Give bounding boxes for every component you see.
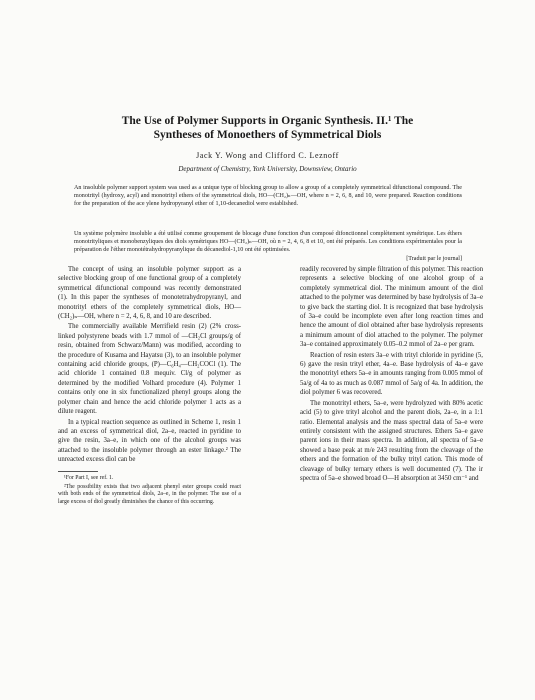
body-paragraph: The commercially available Merrifield resin (2) (2% cross-linked polystyrene beads with 1.7 mmol of —CH₂Cl groups/g of resin, obtained from Schwarz/Mann) was modified, according to the procedure of Kusama and Hayatsu (3), to an insoluble polymer containing acid chloride groups, (P)—C₆H₄—CH₂COCl (1). The acid chloride 1 contained 0.8 mequiv. Cl/g of polymer as determined by the modified Volhard procedure (4). Polymer 1 contains only one in six functionalized phenyl groups along the polymer chain and hence the acid chloride polymer 1 acts as a dilute reagent. <box>58 323 241 416</box>
affiliation-line: Department of Chemistry, York University, Downsview, Ontario <box>178 165 357 173</box>
author-line: Jack Y. Wong and Clifford C. Leznoff <box>196 151 339 160</box>
right-column <box>300 265 483 483</box>
footnote-divider <box>58 471 98 472</box>
body-paragraph: readily recovered by simple filtration of this polymer. This reaction represents a selective blocking of one alcohol group of a completely symmetrical diol. The minimum amount of the diol attached to the polymer was determined by base hydrolysis of 3a–e to give back the starting diol. It is recognized that base hydrolysis of 3a–e could be incomplete even after long reaction times and hence the amount of diol obtained after base hydrolysis represents a minimum amount of diol attached to the polymer. The polymer 3a–e contained approximately 0.05–0.2 mmol of 2a–e per gram. <box>300 266 483 349</box>
footnote: ¹For Part I, see ref. 1. <box>64 474 114 481</box>
translation-note: [Traduit par le journal] <box>406 255 462 262</box>
body-paragraph: In a typical reaction sequence as outlined in Scheme 1, resin 1 and an excess of symmetrical diol, 2a–e, reacted in pyridine to give the resin, 3a–e, in which one of the alcohol groups was attached to the insoluble polymer through an ester linkage.² The unreacted excess diol can be <box>58 418 241 464</box>
left-column <box>58 265 241 506</box>
footnote: ²The possibility exists that two adjacent phenyl ester groups could react with both ends of the symmetrical diols, 2a–e, in the polymer. The use of a large excess of diol greatly diminishes the chance of this occurring. <box>58 483 241 505</box>
article-title: The Use of Polymer Supports in Organic Synthesis. II.¹ The Syntheses of Monoethers of Symmetrical Diols <box>121 115 414 141</box>
body-paragraph: Reaction of resin esters 3a–e with trityl chloride in pyridine (5, 6) gave the resin trityl ether, 4a–e. Base hydrolysis of 4a–e gave the monotrityl ethers 5a–e in amounts ranging from 0.005 mmol of 5a/g of 4a to as much as 0.087 mmol of 5a/g of 4a. In addition, the diol polymer 6 was recovered. <box>300 351 483 397</box>
body-paragraph: The concept of using an insoluble polymer support as a selective blocking group of one functional group of a completely symmetrical difunctional compound was recently demonstrated (1). In this paper the syntheses of monotetrahydropyranyl, and monotrityl ethers of the completely symmetrical diols, HO—(CH₂)ₙ—OH, where n = 2, 4, 6, 8, and 10 are described. <box>58 266 241 321</box>
abstract-french <box>74 230 462 263</box>
abstract-english: An insoluble polymer support system was used as a unique type of blocking group to allow a group of a completely symmetrical difunctional compound. The monotrityl (hydroxy, acyl) and monotrityl ethers of the symmetrical diols, HO—(CH₂)ₙ—OH, where n = 2, 6, 8, and 10, were prepared. Reaction conditions for the preparation of the ace ylene hydropyranyl ether of 1,10-decanediol were established. <box>74 185 462 208</box>
footnotes <box>58 475 241 507</box>
abstract-french-text: Un système polymère insoluble a été utilisé comme groupement de blocage d'une fonction d'un composé difonctionnel complètement symétrique. Les éthers monotrityliques et monobenzyliques des diols symétriques HO—(CH₂)ₙ—OH, où n = 2, 4, 6, 8 et 10, ont été préparés. Les conditions expérimentales pour la préparation de l'éther monotétrahydropyranylique du décanediol-1,10 ont été optimisées. <box>74 231 462 254</box>
body-paragraph: The monotrityl ethers, 5a–e, were hydrolyzed with 80% acetic acid (5) to give trityl alcohol and the parent diols, 2a–e, in a 1:1 ratio. Elemental analysis and the mass spectral data of 5a–e were entirely consistent with the assigned structures. Ethers 5a–e gave parent ions in their mass spectra. In addition, all spectra of 5a–e showed a base peak at m/e 243 resulting from the cleavage of the ethers and the formation of the bulky trityl cation. This mode of cleavage of bulky ternary ethers is well documented (7). The ir spectra of 5a–e showed broad O—H absorption at 3450 cm⁻¹ and <box>300 399 483 482</box>
